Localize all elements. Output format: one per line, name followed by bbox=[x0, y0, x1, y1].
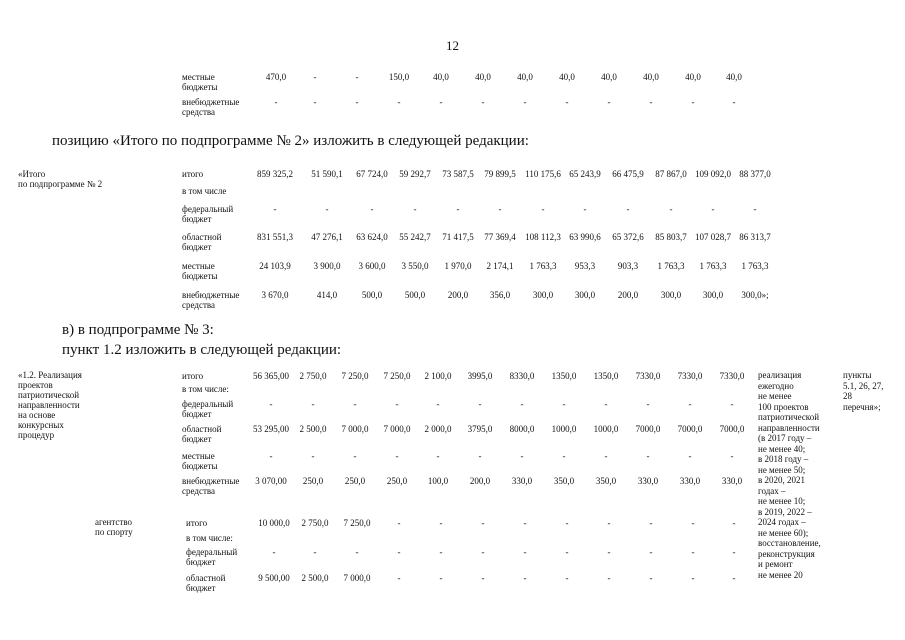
value-cell: 73 587,5 bbox=[442, 169, 474, 179]
value-cell: - bbox=[523, 573, 527, 583]
table-row bbox=[0, 290, 905, 312]
row-category: федеральный бюджет bbox=[182, 399, 234, 419]
value-cell: 8330,0 bbox=[509, 371, 535, 381]
value-cell: - bbox=[732, 573, 736, 583]
row-category: областной бюджет bbox=[182, 424, 222, 444]
value-cell: 831 551,3 bbox=[257, 232, 293, 242]
row-category: федеральный бюджет bbox=[186, 547, 238, 567]
value-cell: - bbox=[325, 204, 329, 214]
value-cell: - bbox=[730, 399, 734, 409]
value-cell: - bbox=[313, 72, 317, 82]
value-cell: 108 112,3 bbox=[525, 232, 561, 242]
value-cell: 350,0 bbox=[595, 476, 617, 486]
value-cell: - bbox=[478, 451, 482, 461]
value-cell: - bbox=[688, 451, 692, 461]
value-cell: - bbox=[274, 97, 278, 107]
value-cell: 7000,0 bbox=[635, 424, 661, 434]
row-category: внебюджетные средства bbox=[182, 290, 240, 310]
value-cell: 47 276,1 bbox=[311, 232, 343, 242]
value-cell: 8000,0 bbox=[509, 424, 535, 434]
point-1-2-label: «1.2. Реализация проектов патриотической направленности на основе конкурсных процедур bbox=[18, 370, 82, 440]
value-cell: - bbox=[753, 204, 757, 214]
table-row bbox=[0, 97, 905, 119]
value-cell: - bbox=[520, 399, 524, 409]
value-cell: 3 550,0 bbox=[401, 261, 429, 271]
value-cell: 63 990,6 bbox=[569, 232, 601, 242]
value-cell: - bbox=[313, 547, 317, 557]
table-row bbox=[0, 72, 905, 94]
value-cell: 250,0 bbox=[302, 476, 324, 486]
row-category: местные бюджеты bbox=[182, 72, 218, 92]
value-cell: 100,0 bbox=[427, 476, 449, 486]
row-category: местные бюджеты bbox=[182, 261, 218, 281]
row-category: в том числе bbox=[182, 186, 227, 196]
value-cell: - bbox=[413, 204, 417, 214]
value-cell: 1 763,3 bbox=[529, 261, 557, 271]
value-cell: - bbox=[397, 97, 401, 107]
result-description: реализация ежегодно не менее 100 проектов патриотической направленности (в 2017 году – не менее 40; в 2018 году – не менее 50; в 2020, 2021 годах – не менее 10; в 2019, 2022 – 2024 годах – не менее 60); восстановление, реконструкция и ремонт не менее 20 bbox=[758, 370, 821, 580]
value-cell: 40,0 bbox=[475, 72, 491, 82]
value-cell: - bbox=[313, 97, 317, 107]
row-category: областной бюджет bbox=[182, 232, 222, 252]
value-cell: 859 325,2 bbox=[257, 169, 293, 179]
value-cell: - bbox=[355, 97, 359, 107]
row-category: областной бюджет bbox=[186, 573, 226, 593]
value-cell: 330,0 bbox=[679, 476, 701, 486]
value-cell: - bbox=[562, 399, 566, 409]
value-cell: 7 250,0 bbox=[343, 518, 371, 528]
row-category: внебюджетные средства bbox=[182, 476, 240, 496]
value-cell: - bbox=[732, 97, 736, 107]
value-cell: - bbox=[523, 547, 527, 557]
value-cell: 2 000,0 bbox=[424, 424, 452, 434]
agency-label: агентство по спорту bbox=[95, 517, 133, 537]
value-cell: 500,0 bbox=[404, 290, 426, 300]
value-cell: - bbox=[439, 573, 443, 583]
value-cell: - bbox=[541, 204, 545, 214]
value-cell: 88 377,0 bbox=[739, 169, 771, 179]
value-cell: 3 670,0 bbox=[261, 290, 289, 300]
value-cell: 1000,0 bbox=[593, 424, 619, 434]
value-cell: 7 000,0 bbox=[343, 573, 371, 583]
value-cell: 330,0 bbox=[511, 476, 533, 486]
value-cell: 953,3 bbox=[574, 261, 596, 271]
value-cell: - bbox=[604, 451, 608, 461]
value-cell: - bbox=[691, 518, 695, 528]
value-cell: - bbox=[562, 451, 566, 461]
value-cell: 7 000,0 bbox=[341, 424, 369, 434]
value-cell: 40,0 bbox=[433, 72, 449, 82]
value-cell: 110 175,6 bbox=[525, 169, 561, 179]
value-cell: 1 763,3 bbox=[657, 261, 685, 271]
value-cell: - bbox=[565, 573, 569, 583]
value-cell: 9 500,00 bbox=[258, 573, 290, 583]
value-cell: 3 900,0 bbox=[313, 261, 341, 271]
value-cell: - bbox=[565, 518, 569, 528]
value-cell: - bbox=[649, 573, 653, 583]
value-cell: - bbox=[269, 451, 273, 461]
table-row bbox=[0, 204, 905, 226]
value-cell: 470,0 bbox=[265, 72, 287, 82]
value-cell: 56 365,00 bbox=[253, 371, 289, 381]
value-cell: 40,0 bbox=[517, 72, 533, 82]
value-cell: 55 242,7 bbox=[399, 232, 431, 242]
value-cell: - bbox=[439, 518, 443, 528]
value-cell: - bbox=[607, 518, 611, 528]
value-cell: - bbox=[732, 547, 736, 557]
value-cell: 1 970,0 bbox=[444, 261, 472, 271]
row-category: итого bbox=[186, 518, 208, 528]
value-cell: 1 763,3 bbox=[741, 261, 769, 271]
value-cell: 86 313,7 bbox=[739, 232, 771, 242]
heading-itogo-instruction: позицию «Итого по подпрограмме № 2» изложить в следующей редакции: bbox=[52, 133, 529, 149]
value-cell: - bbox=[311, 451, 315, 461]
value-cell: - bbox=[397, 547, 401, 557]
value-cell: - bbox=[730, 451, 734, 461]
value-cell: - bbox=[355, 547, 359, 557]
value-cell: - bbox=[607, 97, 611, 107]
value-cell: 3 600,0 bbox=[358, 261, 386, 271]
value-cell: - bbox=[646, 399, 650, 409]
value-cell: 200,0 bbox=[469, 476, 491, 486]
value-cell: 63 624,0 bbox=[356, 232, 388, 242]
value-cell: - bbox=[607, 573, 611, 583]
value-cell: 7330,0 bbox=[677, 371, 703, 381]
value-cell: - bbox=[583, 204, 587, 214]
value-cell: - bbox=[691, 97, 695, 107]
value-cell: 40,0 bbox=[685, 72, 701, 82]
value-cell: - bbox=[649, 97, 653, 107]
value-cell: - bbox=[370, 204, 374, 214]
value-cell: 2 100,0 bbox=[424, 371, 452, 381]
value-cell: - bbox=[481, 97, 485, 107]
value-cell: 300,0 bbox=[660, 290, 682, 300]
value-cell: - bbox=[397, 573, 401, 583]
value-cell: 7000,0 bbox=[677, 424, 703, 434]
value-cell: - bbox=[397, 518, 401, 528]
value-cell: 77 369,4 bbox=[484, 232, 516, 242]
itogo-row-label: «Итого по подпрограмме № 2 bbox=[18, 169, 103, 189]
value-cell: - bbox=[269, 399, 273, 409]
value-cell: - bbox=[481, 573, 485, 583]
heading-point-1-2: пункт 1.2 изложить в следующей редакции: bbox=[62, 342, 342, 358]
row-category: в том числе: bbox=[186, 533, 233, 543]
value-cell: 40,0 bbox=[726, 72, 742, 82]
value-cell: 330,0 bbox=[721, 476, 743, 486]
value-cell: 7 250,0 bbox=[383, 371, 411, 381]
value-cell: - bbox=[478, 399, 482, 409]
value-cell: 1000,0 bbox=[551, 424, 577, 434]
value-cell: - bbox=[353, 399, 357, 409]
value-cell: 67 724,0 bbox=[356, 169, 388, 179]
value-cell: - bbox=[649, 518, 653, 528]
value-cell: - bbox=[669, 204, 673, 214]
value-cell: 79 899,5 bbox=[484, 169, 516, 179]
value-cell: 350,0 bbox=[553, 476, 575, 486]
value-cell: 300,0»; bbox=[741, 290, 769, 300]
value-cell: - bbox=[311, 399, 315, 409]
value-cell: 66 475,9 bbox=[612, 169, 644, 179]
value-cell: 65 243,9 bbox=[569, 169, 601, 179]
value-cell: 85 803,7 bbox=[655, 232, 687, 242]
value-cell: 7330,0 bbox=[635, 371, 661, 381]
value-cell: 40,0 bbox=[559, 72, 575, 82]
value-cell: 24 103,9 bbox=[259, 261, 291, 271]
value-cell: 53 295,00 bbox=[253, 424, 289, 434]
value-cell: 2 750,0 bbox=[299, 371, 327, 381]
value-cell: - bbox=[732, 518, 736, 528]
value-cell: - bbox=[691, 547, 695, 557]
value-cell: 3795,0 bbox=[467, 424, 493, 434]
value-cell: 356,0 bbox=[489, 290, 511, 300]
value-cell: 300,0 bbox=[574, 290, 596, 300]
page-number: 12 bbox=[446, 38, 459, 53]
value-cell: 150,0 bbox=[388, 72, 410, 82]
value-cell: - bbox=[395, 399, 399, 409]
row-category: внебюджетные средства bbox=[182, 97, 240, 117]
value-cell: 109 092,0 bbox=[695, 169, 731, 179]
row-category: в том числе: bbox=[182, 384, 229, 394]
value-cell: - bbox=[711, 204, 715, 214]
value-cell: - bbox=[439, 547, 443, 557]
table-row bbox=[0, 261, 905, 283]
value-cell: - bbox=[520, 451, 524, 461]
value-cell: - bbox=[523, 518, 527, 528]
value-cell: - bbox=[646, 451, 650, 461]
value-cell: - bbox=[355, 72, 359, 82]
value-cell: 903,3 bbox=[617, 261, 639, 271]
value-cell: 1350,0 bbox=[593, 371, 619, 381]
value-cell: 87 867,0 bbox=[655, 169, 687, 179]
value-cell: - bbox=[273, 204, 277, 214]
row-category: местные бюджеты bbox=[182, 451, 218, 471]
value-cell: 300,0 bbox=[532, 290, 554, 300]
value-cell: 300,0 bbox=[702, 290, 724, 300]
value-cell: - bbox=[353, 451, 357, 461]
value-cell: - bbox=[498, 204, 502, 214]
value-cell: 7330,0 bbox=[719, 371, 745, 381]
value-cell: 500,0 bbox=[361, 290, 383, 300]
value-cell: - bbox=[565, 97, 569, 107]
table-row bbox=[0, 232, 905, 254]
value-cell: - bbox=[456, 204, 460, 214]
value-cell: - bbox=[481, 547, 485, 557]
value-cell: - bbox=[649, 547, 653, 557]
value-cell: - bbox=[607, 547, 611, 557]
row-category: итого bbox=[182, 169, 204, 179]
value-cell: - bbox=[439, 97, 443, 107]
value-cell: 1350,0 bbox=[551, 371, 577, 381]
value-cell: 414,0 bbox=[316, 290, 338, 300]
value-cell: 2 174,1 bbox=[486, 261, 514, 271]
value-cell: - bbox=[436, 451, 440, 461]
perechen-points: пункты 5.1, 26, 27, 28 перечня»; bbox=[843, 370, 884, 412]
value-cell: 51 590,1 bbox=[311, 169, 343, 179]
value-cell: 250,0 bbox=[344, 476, 366, 486]
row-category: итого bbox=[182, 371, 204, 381]
value-cell: 40,0 bbox=[643, 72, 659, 82]
value-cell: 40,0 bbox=[601, 72, 617, 82]
value-cell: - bbox=[395, 451, 399, 461]
value-cell: - bbox=[565, 547, 569, 557]
value-cell: - bbox=[688, 399, 692, 409]
value-cell: - bbox=[436, 399, 440, 409]
value-cell: 2 500,0 bbox=[301, 573, 329, 583]
value-cell: 1 763,3 bbox=[699, 261, 727, 271]
value-cell: 250,0 bbox=[386, 476, 408, 486]
value-cell: 2 750,0 bbox=[301, 518, 329, 528]
value-cell: 7000,0 bbox=[719, 424, 745, 434]
value-cell: 330,0 bbox=[637, 476, 659, 486]
value-cell: 7 250,0 bbox=[341, 371, 369, 381]
value-cell: 3995,0 bbox=[467, 371, 493, 381]
value-cell: - bbox=[523, 97, 527, 107]
heading-subprogram-3: в) в подпрограмме № 3: bbox=[62, 322, 214, 338]
value-cell: 200,0 bbox=[617, 290, 639, 300]
value-cell: 59 292,7 bbox=[399, 169, 431, 179]
value-cell: 3 070,00 bbox=[255, 476, 287, 486]
value-cell: 71 417,5 bbox=[442, 232, 474, 242]
value-cell: - bbox=[272, 547, 276, 557]
value-cell: - bbox=[604, 399, 608, 409]
value-cell: 2 500,0 bbox=[299, 424, 327, 434]
value-cell: 7 000,0 bbox=[383, 424, 411, 434]
value-cell: 65 372,6 bbox=[612, 232, 644, 242]
value-cell: - bbox=[626, 204, 630, 214]
row-category: федеральный бюджет bbox=[182, 204, 234, 224]
value-cell: - bbox=[691, 573, 695, 583]
value-cell: - bbox=[481, 518, 485, 528]
value-cell: 10 000,0 bbox=[258, 518, 290, 528]
value-cell: 200,0 bbox=[447, 290, 469, 300]
value-cell: 107 028,7 bbox=[695, 232, 731, 242]
